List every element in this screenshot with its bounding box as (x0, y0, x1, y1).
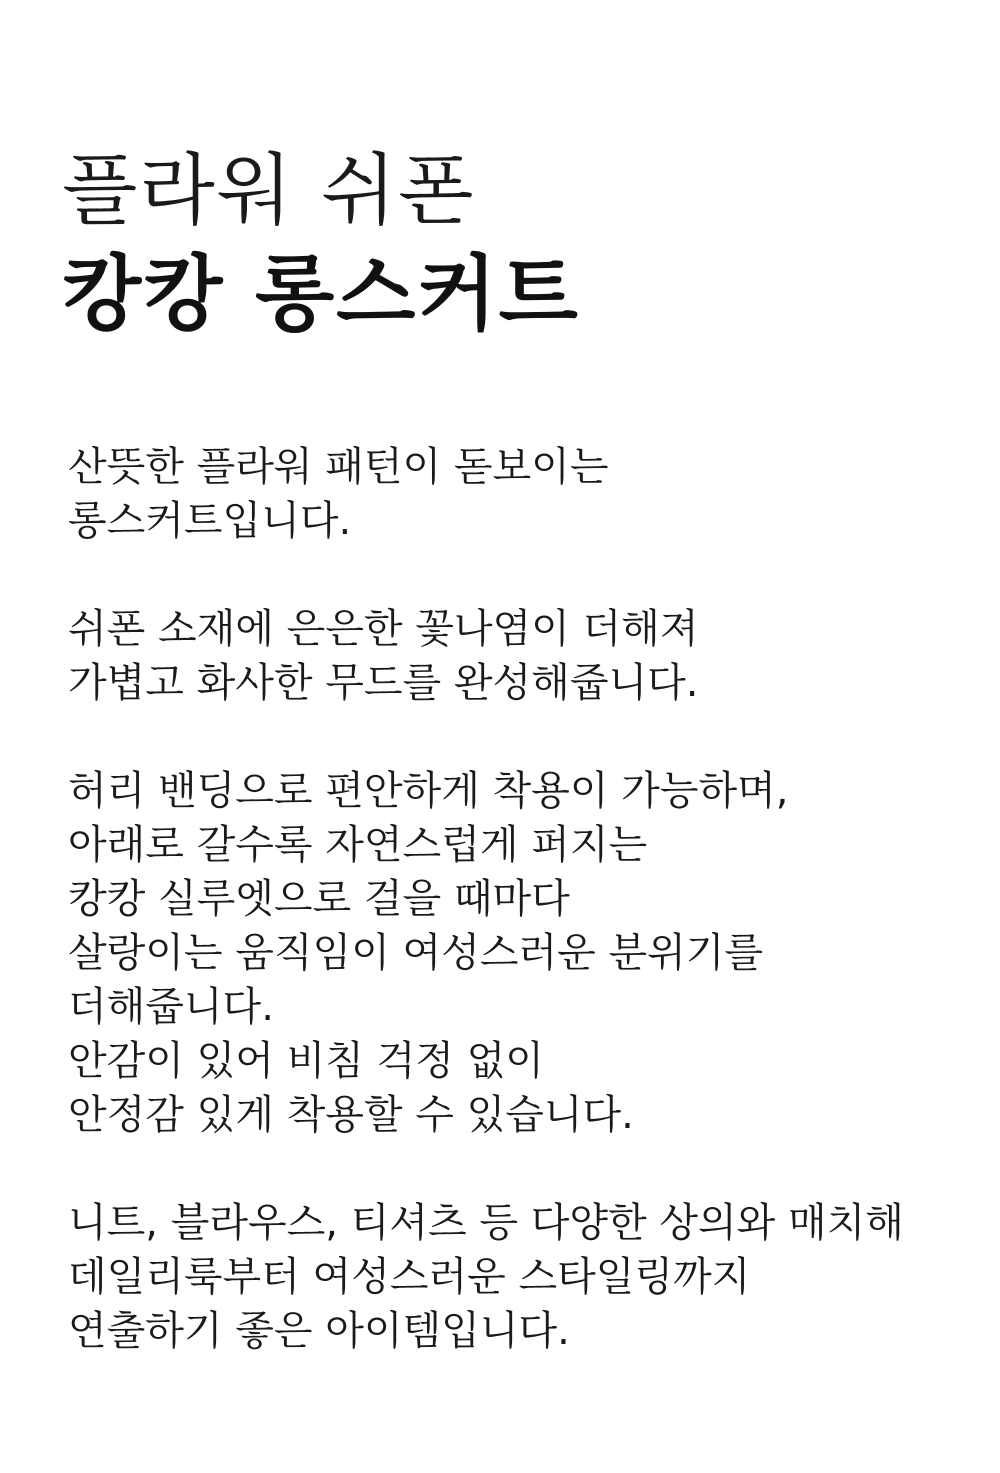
paragraph-material (68, 602, 948, 710)
paragraph-intro (68, 440, 948, 548)
text-line: 니트, 블라우스, 티셔츠 등 다양한 상의와 매치해 (68, 1200, 904, 1246)
text-line: 데일리룩부터 여성스러운 스타일링까지 (68, 1254, 751, 1300)
text-line: 아래로 갈수록 자연스럽게 퍼지는 (68, 822, 648, 868)
text-line: 롱스커트입니다. (68, 498, 352, 544)
product-title (62, 140, 942, 346)
text-line: 허리 밴딩으로 편안하게 착용이 가능하며, (68, 768, 789, 814)
text-line: 가볍고 화사한 무드를 완성해줍니다. (68, 660, 699, 706)
text-line: 연출하기 좋은 아이템입니다. (68, 1308, 570, 1354)
text-line: 안감이 있어 비침 걱정 없이 (68, 1038, 544, 1084)
description-body (68, 440, 948, 1412)
text-line: 산뜻한 플라워 패턴이 돋보이는 (68, 444, 609, 490)
text-line: 캉캉 실루엣으로 걸을 때마다 (68, 876, 570, 922)
title-line-1: 플라워 쉬폰 (62, 146, 476, 236)
title-line-2: 캉캉 롱스커트 (62, 246, 580, 342)
text-line: 더해줍니다. (68, 984, 274, 1030)
text-line: 안정감 있게 착용할 수 있습니다. (68, 1092, 634, 1138)
paragraph-styling (68, 1196, 948, 1358)
text-line: 살랑이는 움직임이 여성스러운 분위기를 (68, 930, 764, 976)
paragraph-fit (68, 764, 948, 1142)
text-line: 쉬폰 소재에 은은한 꽃나염이 더해져 (68, 606, 699, 652)
